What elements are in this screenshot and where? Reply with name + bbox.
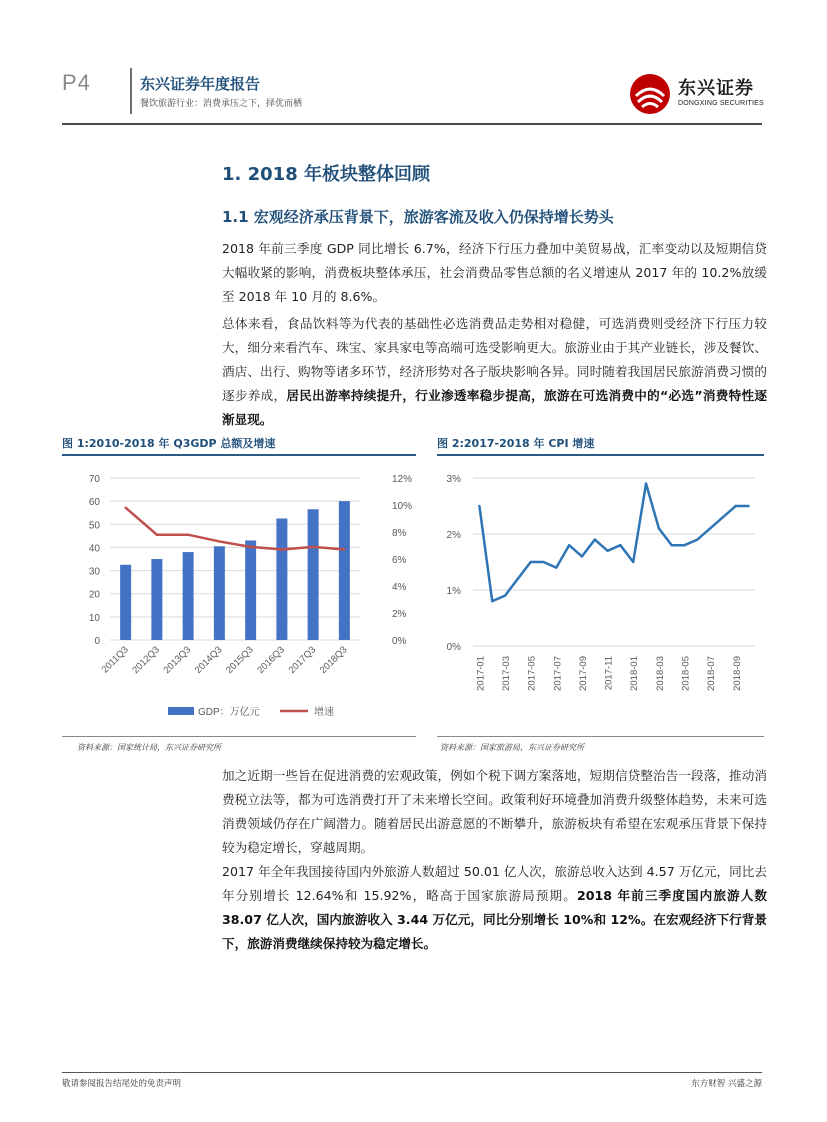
gdp-bar bbox=[276, 519, 287, 641]
cpi-point bbox=[645, 482, 647, 484]
growth-point bbox=[124, 507, 126, 509]
figure-1-source: 资料来源：国家统计局，东兴证券研究所 bbox=[77, 743, 221, 752]
y-tick-right: 10% bbox=[392, 501, 413, 512]
y-tick-right: 4% bbox=[392, 582, 407, 593]
growth-point bbox=[312, 546, 314, 548]
growth-point bbox=[187, 534, 189, 536]
y-tick-right: 0% bbox=[392, 636, 407, 647]
report-title: 东兴证券年度报告 bbox=[140, 75, 261, 93]
header-rule bbox=[62, 123, 762, 125]
cpi-point bbox=[491, 600, 493, 602]
paragraph-1: 2018 年前三季度 GDP 同比增长 6.7%，经济下行压力叠加中美贸易战，汇率变动以及短期信贷大幅收紧的影响，消费板块整体承压，社会消费品零售总额的名义增速从 2017 年的 10.2%放缓至 2018 年 10 月的 8.6%。 bbox=[222, 241, 767, 304]
y-tick-left: 60 bbox=[88, 497, 100, 509]
cpi-point bbox=[542, 561, 544, 563]
cpi-point bbox=[478, 505, 480, 507]
x-tick-label: 2017-05 bbox=[526, 656, 538, 691]
paragraph-4-bold: 2018 年前三季度国内旅游人数 38.07 亿人次，国内旅游收入 3.44 万亿元，同比分别增长 10%和 12%。在宏观经济下行背景下，旅游消费继续保持较为稳定增长。 bbox=[222, 888, 768, 951]
y-tick-left: 40 bbox=[88, 543, 100, 555]
x-tick-label: 2018-01 bbox=[629, 656, 641, 691]
cpi-point bbox=[594, 538, 596, 540]
legend-gdp-label: GDP：万亿元 bbox=[198, 707, 260, 718]
x-tick-label: 2018-05 bbox=[680, 656, 692, 691]
footer-disclaimer: 敬请参阅报告结尾处的免责声明 bbox=[62, 1079, 182, 1089]
cpi-point bbox=[517, 578, 519, 580]
x-tick-label: 2016Q3 bbox=[255, 644, 287, 677]
footer-slogan: 东方财智 兴盛之源 bbox=[691, 1079, 762, 1089]
header-divider bbox=[130, 68, 132, 114]
growth-point bbox=[218, 540, 220, 542]
figure-2-rule bbox=[437, 454, 764, 456]
paragraph-4-text: 2017 年全年我国接待国内外旅游人数超过 50.01 亿人次，旅游总收入达到 4.57 万亿元，同比去年分别增长 12.64%和 15.92%，略高于国家旅游局预期。 bbox=[222, 864, 767, 903]
x-tick-label: 2018Q3 bbox=[317, 644, 350, 677]
subsection-heading: 1.1 宏观经济承压背景下，旅游客流及收入仍保持增长势头 bbox=[222, 208, 614, 226]
figure-1-source-rule bbox=[62, 736, 416, 737]
legend-gdp-swatch bbox=[168, 707, 194, 715]
cpi-point bbox=[735, 505, 737, 507]
y-tick: 3% bbox=[446, 474, 461, 485]
logo-text-cn: 东兴证券 bbox=[678, 78, 754, 99]
cpi-point bbox=[529, 561, 531, 563]
gdp-chart bbox=[62, 460, 416, 732]
figure-1-rule bbox=[62, 454, 416, 456]
logo-text-en: DONGXING SECURITIES bbox=[678, 100, 764, 107]
figure-2-source: 资料来源：国家旅游局，东兴证券研究所 bbox=[440, 743, 584, 752]
growth-point bbox=[156, 534, 158, 536]
gdp-bar bbox=[339, 501, 350, 640]
x-tick-label: 2011Q3 bbox=[99, 644, 131, 676]
cpi-point bbox=[709, 527, 711, 529]
x-tick-label: 2014Q3 bbox=[192, 644, 225, 677]
cpi-chart bbox=[437, 460, 764, 732]
y-tick: 1% bbox=[446, 586, 461, 597]
cpi-point bbox=[555, 566, 557, 568]
y-tick-left: 30 bbox=[88, 566, 100, 578]
cpi-point bbox=[683, 544, 685, 546]
x-tick-label: 2017-03 bbox=[501, 656, 513, 691]
gdp-bar bbox=[308, 509, 319, 640]
x-tick-label: 2018-09 bbox=[731, 656, 743, 691]
x-tick-label: 2017-01 bbox=[475, 656, 487, 691]
page-number: P4 bbox=[62, 70, 91, 95]
y-tick-right: 12% bbox=[392, 474, 413, 485]
growth-point bbox=[249, 546, 251, 548]
paragraph-3: 加之近期一些旨在促进消费的宏观政策，例如个税下调方案落地，短期信贷整治告一段落，推动消费税立法等，都为可选消费打开了未来增长空间。政策利好环境叠加消费升级整体趋势，未来可选消费领域仍存在广阔潜力。随着居民出游意愿的不断攀升，旅游板块有希望在宏观承压背景下保持较为稳定增长，穿越周期。 bbox=[222, 768, 767, 855]
y-tick-left: 10 bbox=[88, 612, 100, 624]
y-tick-left: 70 bbox=[88, 474, 100, 485]
cpi-point bbox=[568, 544, 570, 546]
cpi-point bbox=[747, 505, 749, 507]
footer-rule bbox=[62, 1072, 762, 1073]
gdp-bar bbox=[183, 552, 194, 640]
figure-2-source-rule bbox=[437, 736, 764, 737]
x-tick-label: 2013Q3 bbox=[161, 644, 194, 677]
y-tick-right: 6% bbox=[392, 555, 407, 566]
gdp-bar bbox=[151, 559, 162, 640]
figure-2-caption: 图 2:2017-2018 年 CPI 增速 bbox=[437, 437, 595, 450]
legend-growth-label: 增速 bbox=[314, 707, 334, 718]
cpi-point bbox=[606, 550, 608, 552]
paragraph-2 bbox=[222, 312, 767, 432]
section-heading: 1. 2018 年板块整体回顾 bbox=[222, 164, 430, 185]
y-tick: 0% bbox=[446, 642, 461, 653]
growth-point bbox=[343, 548, 345, 550]
x-tick-label: 2017-09 bbox=[577, 656, 589, 691]
y-tick-right: 8% bbox=[392, 528, 407, 539]
cpi-point bbox=[581, 555, 583, 557]
y-tick-right: 2% bbox=[392, 609, 407, 620]
x-tick-label: 2017-11 bbox=[603, 656, 615, 691]
report-subtitle: 餐饮旅游行业：消费承压之下，择优而栖 bbox=[140, 99, 303, 109]
cpi-point bbox=[504, 594, 506, 596]
growth-point bbox=[281, 548, 283, 550]
paragraph-4 bbox=[222, 860, 767, 956]
paragraph-2-text: 总体来看，食品饮料等为代表的基础性必选消费品走势相对稳健，可选消费则受经济下行压力较大，细分来看汽车、珠宝、家具家电等高端可选受影响更大。旅游业由于其产业链长，涉及餐饮、酒店、出行、购物等诸多环节，经济形势对各子版块影响各异。同时随着我国居民旅游消费习惯的逐步养成， bbox=[222, 316, 767, 403]
x-tick-label: 2017-07 bbox=[552, 656, 564, 691]
x-tick-label: 2015Q3 bbox=[224, 644, 256, 677]
gdp-bar bbox=[120, 565, 131, 640]
cpi-point bbox=[722, 516, 724, 518]
figure-1-caption: 图 1:2010-2018 年 Q3GDP 总额及增速 bbox=[62, 437, 276, 450]
x-tick-label: 2017Q3 bbox=[286, 644, 319, 677]
y-tick: 2% bbox=[446, 530, 461, 541]
cpi-point bbox=[670, 544, 672, 546]
y-tick-left: 20 bbox=[88, 589, 100, 601]
cpi-point bbox=[658, 527, 660, 529]
cpi-point bbox=[632, 561, 634, 563]
x-tick-label: 2018-07 bbox=[706, 656, 718, 691]
cpi-point bbox=[696, 538, 698, 540]
cpi-point bbox=[619, 544, 621, 546]
x-tick-label: 2018-03 bbox=[654, 656, 666, 691]
paragraph-2-bold: 居民出游率持续提升，行业渗透率稳步提高，旅游在可选消费中的“必选”消费特性逐渐显现。 bbox=[222, 388, 768, 427]
cpi-line bbox=[479, 484, 748, 602]
gdp-bar bbox=[245, 540, 256, 640]
y-tick-left: 0 bbox=[94, 636, 100, 647]
gdp-bar bbox=[214, 546, 225, 640]
x-tick-label: 2012Q3 bbox=[130, 644, 162, 677]
y-tick-left: 50 bbox=[88, 520, 100, 532]
